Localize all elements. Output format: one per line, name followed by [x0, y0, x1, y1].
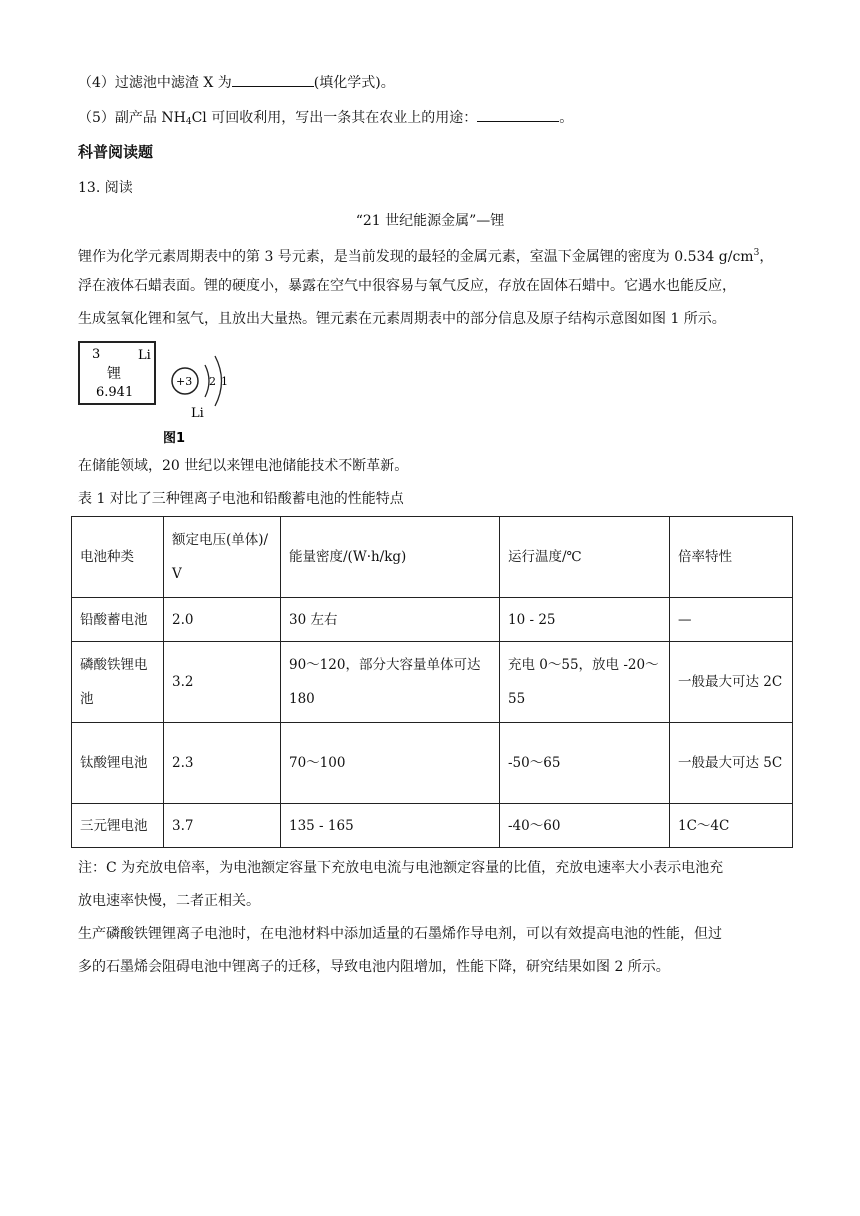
question-5-suffix: 。	[559, 110, 574, 126]
table-cell: -40～60	[500, 804, 670, 848]
battery-performance-table	[71, 516, 793, 848]
nucleus-charge: +3	[176, 375, 193, 388]
header-cell: 运行温度/℃	[500, 517, 670, 598]
atom-label: Li	[191, 406, 204, 421]
header-cell: 倍率特性	[670, 517, 793, 598]
subscript: 4	[185, 117, 192, 127]
table-cell: 10 - 25	[500, 598, 670, 642]
table-cell: 1C～4C	[670, 804, 793, 848]
table-cell: 3.2	[164, 642, 281, 723]
element-name: 锂	[107, 366, 121, 382]
table-cell: 一般最大可达 5C	[670, 723, 793, 804]
table-cell: 70～100	[281, 723, 500, 804]
figure-caption: 图1	[163, 431, 186, 446]
table-cell: 钛酸锂电池	[72, 723, 164, 804]
table-row	[72, 642, 793, 723]
table-header-row	[72, 517, 793, 598]
note-line1: 注：C 为充放电倍率，为电池额定容量下充放电电流与电池额定容量的比值，充放电速率大小表示电池充	[78, 860, 724, 876]
table-cell: 30 左右	[281, 598, 500, 642]
p1-text: 锂作为化学元素周期表中的第 3 号元素，是当前发现的最轻的金属元素，室温下金属锂的密度为 0.534 g/cm	[78, 249, 754, 265]
header-cell: 电池种类	[72, 517, 164, 598]
table-row	[72, 804, 793, 848]
note-line2: 放电速率快慢，二者正相关。	[78, 893, 260, 909]
atomic-number: 3	[92, 347, 101, 362]
shell1-electrons: 2	[209, 375, 216, 388]
table-cell: 135 - 165	[281, 804, 500, 848]
answer-blank-q5[interactable]	[477, 107, 559, 122]
table-cell: 充电 0～55，放电 -20～55	[500, 642, 670, 723]
p1-post: ，	[759, 249, 774, 265]
article-title: “21 世纪能源金属”—锂	[355, 213, 505, 229]
atomic-mass: 6.941	[96, 385, 134, 400]
table-cell: 2.0	[164, 598, 281, 642]
element-symbol: Li	[138, 348, 151, 363]
superscript: 3	[753, 248, 760, 258]
table-cell: 3.7	[164, 804, 281, 848]
figure-1-lithium	[78, 338, 248, 448]
question-13-label: 13. 阅读	[78, 180, 133, 196]
paragraph1-line1	[78, 243, 773, 267]
paragraph3-line1: 生产磷酸铁锂锂离子电池时，在电池材料中添加适量的石墨烯作导电剂，可以有效提高电池的性能，但过	[78, 926, 722, 942]
table-cell: 2.3	[164, 723, 281, 804]
header-cell: 能量密度/(W·h/kg)	[281, 517, 500, 598]
table-cell: 磷酸铁锂电池	[72, 642, 164, 723]
question-5-mid: Cl 可回收利用，写出一条其在农业上的用途：	[191, 110, 478, 126]
table-row	[72, 723, 793, 804]
question-4-suffix: (填化学式)。	[313, 75, 395, 91]
paragraph1-line2: 浮在液体石蜡表面。锂的硬度小，暴露在空气中很容易与氧气反应，存放在固体石蜡中。它遇水也能反应，	[78, 278, 736, 294]
question-4-text: （4）过滤池中滤渣 X 为	[78, 75, 232, 91]
paragraph1-line3: 生成氢氧化锂和氢气，且放出大量热。锂元素在元素周期表中的部分信息及原子结构示意图如图 1 所示。	[78, 311, 726, 327]
question-5	[78, 107, 573, 132]
table-cell: 铅酸蓄电池	[72, 598, 164, 642]
shell2-electrons: 1	[221, 375, 228, 388]
header-cell: 额定电压(单体)/V	[164, 517, 281, 598]
table-cell: -50～65	[500, 723, 670, 804]
table-cell: 三元锂电池	[72, 804, 164, 848]
answer-blank-q4[interactable]	[232, 72, 314, 87]
paragraph2: 在储能领域，20 世纪以来锂电池储能技术不断革新。	[78, 458, 409, 474]
table-cell: —	[670, 598, 793, 642]
table-caption: 表 1 对比了三种锂离子电池和铅酸蓄电池的性能特点	[78, 491, 404, 507]
table-cell: 一般最大可达 2C	[670, 642, 793, 723]
question-5-text: （5）副产品 NH	[78, 110, 186, 126]
table-row	[72, 598, 793, 642]
section-title: 科普阅读题	[78, 143, 154, 161]
question-4	[78, 72, 395, 93]
table-cell: 90～120，部分大容量单体可达 180	[281, 642, 500, 723]
paragraph3-line2: 多的石墨烯会阻碍电池中锂离子的迁移，导致电池内阻增加，性能下降，研究结果如图 2 所示。	[78, 959, 670, 975]
